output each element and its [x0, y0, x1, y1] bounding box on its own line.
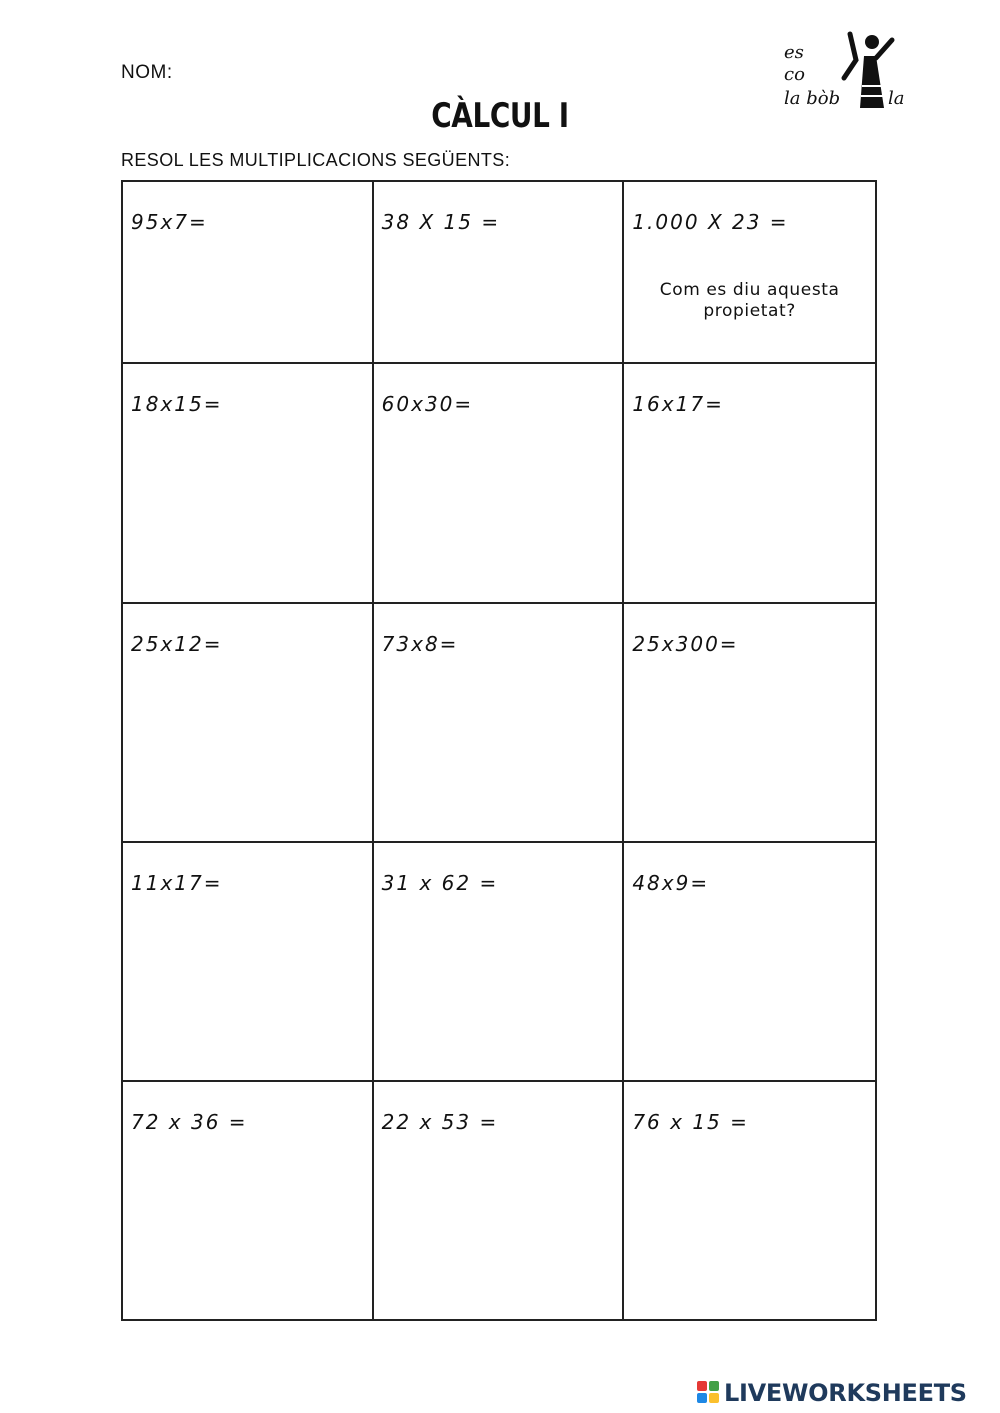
exercise-cell[interactable]	[624, 1082, 875, 1319]
exercise-expression: 22 x 53 =	[381, 1110, 499, 1134]
logo-text-la: la	[888, 88, 905, 109]
name-label: NOM:	[121, 62, 173, 83]
exercise-grid	[121, 180, 877, 1321]
liveworksheets-footer	[697, 1378, 967, 1408]
exercise-cell[interactable]	[624, 843, 875, 1082]
exercise-expression: 1.000 X 23 =	[632, 210, 789, 234]
exercise-expression: 25x300=	[632, 632, 739, 656]
liveworksheets-logo-icon	[697, 1381, 721, 1405]
logo-square-yellow	[709, 1393, 719, 1403]
property-question-line2: propietat?	[703, 301, 796, 321]
exercise-expression: 25x12=	[131, 632, 223, 656]
liveworksheets-brand: LIVEWORKSHEETS	[724, 1379, 967, 1407]
exercise-expression: 31 x 62 =	[381, 871, 499, 895]
exercise-expression: 72 x 36 =	[131, 1110, 248, 1134]
exercise-expression: 48x9=	[632, 871, 710, 895]
exercise-cell[interactable]	[374, 1082, 625, 1319]
exercise-expression: 16x17=	[632, 392, 724, 416]
exercise-cell[interactable]	[374, 364, 625, 604]
school-logo	[780, 30, 920, 116]
exercise-expression: 95x7=	[131, 210, 208, 234]
exercise-expression: 76 x 15 =	[632, 1110, 749, 1134]
logo-square-blue	[697, 1393, 707, 1403]
exercise-cell[interactable]	[624, 182, 875, 364]
instructions: RESOL LES MULTIPLICACIONS SEGÜENTS:	[121, 150, 511, 170]
exercise-cell[interactable]	[374, 182, 625, 364]
property-question	[624, 280, 875, 322]
exercise-expression: 38 X 15 =	[381, 210, 501, 234]
exercise-cell[interactable]	[624, 604, 875, 843]
dancer-figure-icon	[780, 30, 920, 116]
logo-text-es: es	[784, 42, 804, 63]
exercise-cell[interactable]	[624, 364, 875, 604]
exercise-cell[interactable]	[374, 604, 625, 843]
logo-square-green	[709, 1381, 719, 1391]
exercise-expression: 60x30=	[381, 392, 474, 416]
exercise-cell[interactable]	[123, 364, 374, 604]
property-question-line1: Com es diu aquesta	[659, 280, 840, 300]
logo-text-co: co	[784, 64, 805, 85]
exercise-cell[interactable]	[374, 843, 625, 1082]
exercise-cell[interactable]	[123, 1082, 374, 1319]
exercise-cell[interactable]	[123, 604, 374, 843]
page-title: CÀLCUL I	[431, 96, 569, 136]
exercise-expression: 18x15=	[131, 392, 223, 416]
exercise-expression: 11x17=	[131, 871, 223, 895]
logo-text-labob: la bòb	[784, 88, 841, 109]
exercise-cell[interactable]	[123, 182, 374, 364]
exercise-cell[interactable]	[123, 843, 374, 1082]
exercise-expression: 73x8=	[381, 632, 459, 656]
logo-square-red	[697, 1381, 707, 1391]
